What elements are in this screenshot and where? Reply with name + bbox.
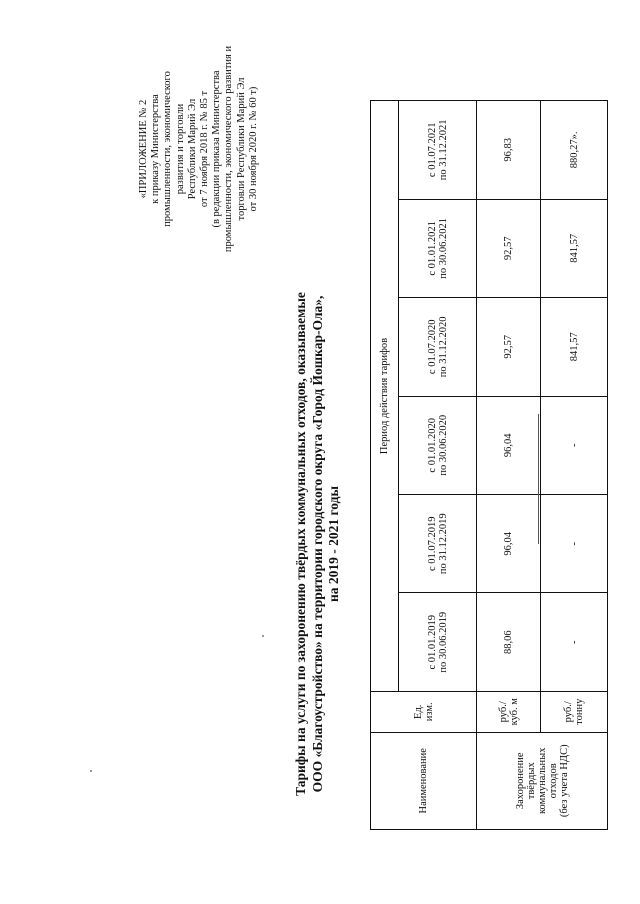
service-name-line: твёрдых (525, 762, 537, 800)
service-name-line: отходов (547, 763, 559, 799)
value-cell: 92,57 (477, 199, 541, 297)
value-cell: 841,57 (541, 199, 608, 297)
title-line: на 2019 - 2021 годы (326, 485, 341, 603)
appendix-line: «ПРИЛОЖЕНИЕ № 2 (138, 99, 149, 199)
appendix-line: к приказу Министерства (150, 94, 162, 204)
period-cell (399, 396, 477, 494)
table-row (541, 101, 608, 830)
appendix-header (138, 24, 260, 274)
value-cell: 880,27». (541, 101, 608, 200)
service-name-line: коммунальных (536, 747, 548, 815)
appendix-line: (в редакции приказа Министерства (211, 70, 223, 228)
unit-line: куб. м (508, 698, 520, 726)
period-cell (399, 298, 477, 396)
period-from: с 01.01.2020 (426, 418, 438, 473)
period-from: с 01.01.2021 (426, 221, 438, 276)
period-to: по 31.12.2021 (437, 119, 449, 181)
unit-line: руб./ (563, 701, 574, 723)
table-row (477, 101, 541, 830)
value-cell: 96,04 (477, 495, 541, 593)
period-from: с 01.01.2019 (426, 614, 438, 670)
title-line: ООО «Благоустройство» на территории городского округа «Город Йошкар-Ола», (309, 295, 325, 793)
service-name-line: Захоронение (514, 752, 526, 810)
period-to: по 31.12.2020 (437, 316, 449, 378)
unit-line: руб./ (497, 701, 509, 723)
header-period: Период действия тарифов (371, 101, 399, 692)
value-cell: - (541, 593, 608, 691)
appendix-line: промышленности, экономического развития и (223, 45, 235, 253)
period-cell (399, 593, 477, 691)
table-header-row (371, 101, 399, 830)
value-cell: 841,57 (541, 298, 608, 396)
period-cell (399, 101, 477, 200)
scan-speck (90, 770, 92, 772)
value-cell: - (541, 396, 608, 494)
tariff-table (370, 100, 608, 830)
header-name: Наименование (371, 732, 477, 829)
period-cell (399, 199, 477, 297)
period-to: по 31.12.2019 (437, 513, 449, 575)
period-to: по 30.06.2021 (437, 217, 449, 279)
appendix-line: развития и торговли (174, 103, 186, 195)
period-from: с 01.07.2021 (426, 122, 438, 178)
unit-line: тонну (574, 698, 585, 725)
value-cell: 88,06 (477, 593, 541, 691)
appendix-line: Республики Марий Эл (186, 98, 198, 200)
appendix-line: от 7 ноября 2018 г. № 85 т (199, 90, 211, 208)
title-line: Тарифы на услуги по захоронению твёрдых коммунальных отходов, оказываемые (293, 292, 308, 796)
document-title (293, 244, 343, 844)
unit-cell (541, 691, 608, 732)
value-cell: - (541, 495, 608, 593)
scan-speck (262, 635, 264, 637)
period-to: по 30.06.2020 (437, 414, 449, 476)
value-cell: 92,57 (477, 298, 541, 396)
period-from: с 01.07.2019 (426, 516, 438, 572)
period-to: по 30.06.2019 (437, 611, 449, 673)
appendix-line: торговли Республики Марий Эл (235, 77, 247, 221)
value-cell: 96,83 (477, 101, 541, 200)
closing-rule (538, 414, 539, 544)
period-from: с 01.07.2020 (426, 319, 438, 375)
service-name-cell (477, 732, 608, 829)
appendix-line: промышленности, экономического (162, 71, 174, 227)
period-cell (399, 495, 477, 593)
value-cell: 96,04 (477, 396, 541, 494)
service-name-line: (без учета НДС) (558, 744, 570, 818)
appendix-line: от 30 ноября 2020 г. № 60 т) (247, 86, 259, 212)
unit-cell (477, 691, 541, 732)
header-unit: Ед. изм. (371, 691, 477, 732)
